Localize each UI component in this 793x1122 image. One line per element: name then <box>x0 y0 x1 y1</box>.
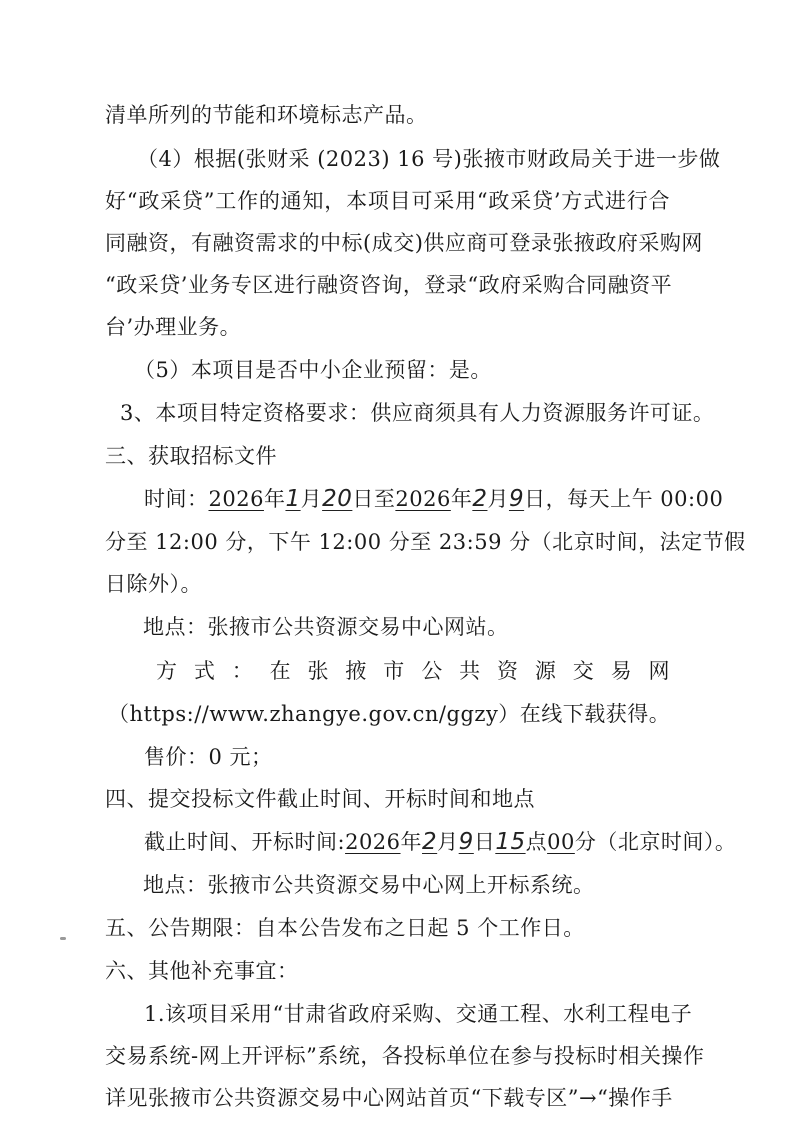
start-month-handwritten: 1 <box>285 486 301 512</box>
deadline-year: 2026 <box>345 830 401 854</box>
text-line: 地点：张掖市公共资源交易中心网上开标系统。 <box>143 873 595 897</box>
month-char: 月 <box>487 487 509 511</box>
deadline-label: 截止时间、开标时间: <box>144 830 346 854</box>
deadline-month-handwritten: 2 <box>422 829 438 855</box>
end-month-handwritten: 2 <box>472 486 488 512</box>
section-heading: 三、获取招标文件 <box>105 444 277 468</box>
text-line: （5）本项目是否中小企业预留：是。 <box>134 358 492 382</box>
text-line: 1.该项目采用“甘肃省政府采购、交通工程、水利工程电子 <box>144 1002 693 1026</box>
scan-edge-mark <box>60 937 66 940</box>
text-line: 详见张掖市公共资源交易中心网站首页“下载专区”→“操作手 <box>105 1086 673 1110</box>
hour-char: 点 <box>525 830 548 854</box>
text-line: 同融资，有融资需求的中标(成交)供应商可登录张掖政府采购网 <box>105 231 703 255</box>
text-line: 台’办理业务。 <box>105 315 242 339</box>
section-heading: 五、公告期限：自本公告发布之日起 5 个工作日。 <box>105 916 585 940</box>
deadline-minute: 00 <box>547 830 575 854</box>
deadline-hour-handwritten: 15 <box>495 829 526 855</box>
text-line: 清单所列的节能和环境标志产品。 <box>105 103 428 127</box>
time-label: 时间： <box>144 487 209 511</box>
section-heading: 四、提交投标文件截止时间、开标时间和地点 <box>105 787 535 811</box>
text-line: 交易系统-网上开评标”系统，各投标单位在参与投标时相关操作 <box>105 1044 705 1068</box>
time-tail: 日，每天上午 00:00 <box>524 487 724 511</box>
year-char: 年 <box>400 830 423 854</box>
end-day-handwritten: 9 <box>508 486 525 512</box>
month-char: 月 <box>300 487 323 511</box>
text-line: 方 式 ： 在 张 掖 市 公 共 资 源 交 易 网 <box>156 659 670 683</box>
text-line: 地点：张掖市公共资源交易中心网站。 <box>143 615 509 639</box>
text-line: “政采贷’业务专区进行融资咨询，登录“政府采购合同融资平 <box>105 273 673 297</box>
end-year: 2026 <box>395 487 451 511</box>
year-char: 年 <box>450 487 473 511</box>
day-char: 日 <box>473 830 496 854</box>
start-day-handwritten: 20 <box>322 486 353 512</box>
text-line: （4）根据(张财采 (2023) 16 号)张掖市财政局关于进一步做 <box>137 147 721 171</box>
year-char: 年 <box>263 487 286 511</box>
deadline-line <box>144 827 736 857</box>
section-heading: 六、其他补充事宜： <box>105 959 299 983</box>
text-line: 分至 12:00 分，下午 12:00 分至 23:59 分（北京时间，法定节假 <box>105 530 746 554</box>
obtain-time-line <box>144 484 723 514</box>
start-year: 2026 <box>208 487 264 511</box>
month-char: 月 <box>437 830 459 854</box>
text-line: 3、本项目特定资格要求：供应商须具有人力资源服务许可证。 <box>120 401 715 425</box>
deadline-tail: 分（北京时间）。 <box>574 830 737 854</box>
text-line: 售价：0 元； <box>144 745 273 769</box>
text-line: 好“政采贷”工作的通知，本项目可采用“政采贷’方式进行合 <box>105 189 670 213</box>
text-line: （https://www.zhangye.gov.cn/ggzy）在线下载获得。 <box>108 702 671 726</box>
text-line: 日除外）。 <box>105 572 202 596</box>
day-to-char: 日至 <box>352 487 396 511</box>
deadline-day-handwritten: 9 <box>458 829 474 855</box>
